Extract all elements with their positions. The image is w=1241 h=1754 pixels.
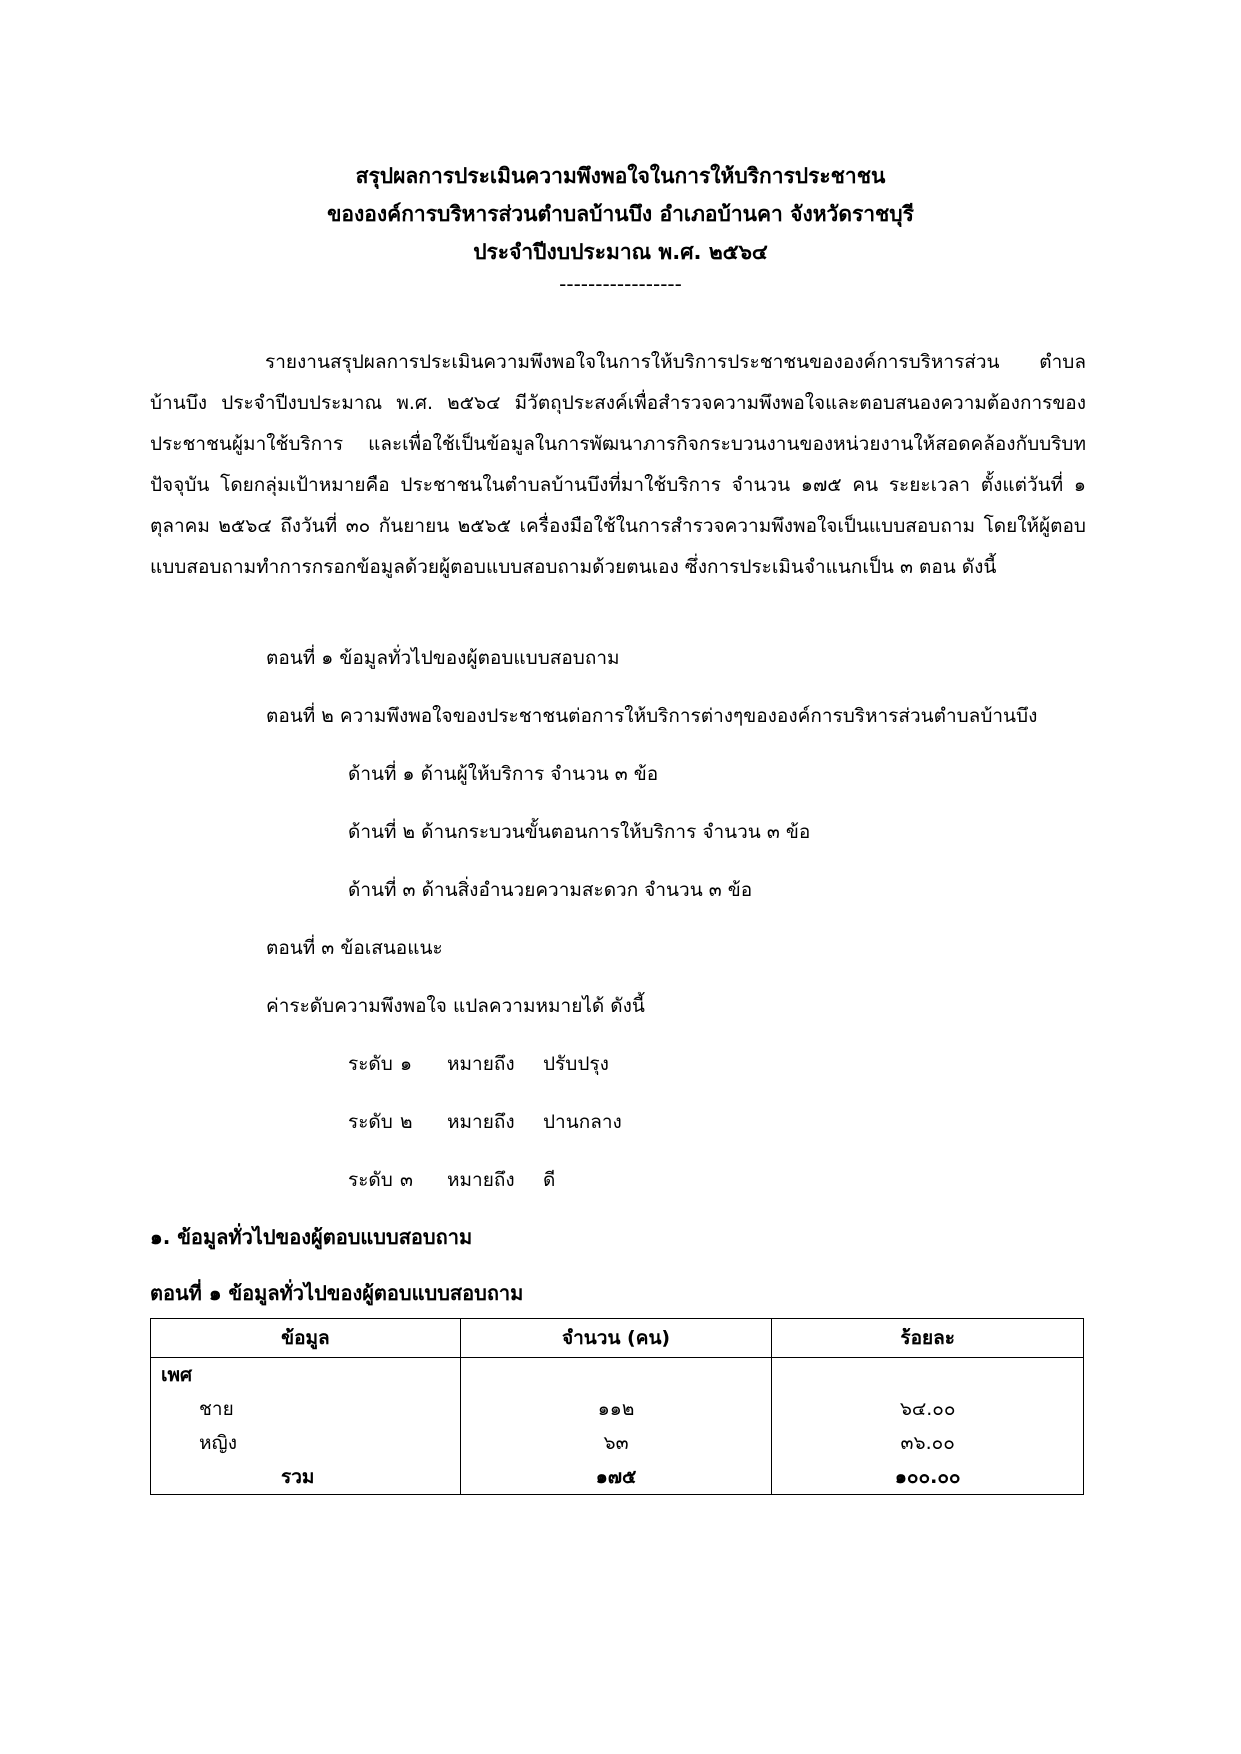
report-title-line-3: ประจำปีงบประมาณ พ.ศ. ๒๕๖๔ bbox=[473, 240, 768, 264]
intro-first-line: รายงานสรุปผลการประเมินความพึงพอใจในการให้บริการประชาชนขององค์การบริหารส่วน bbox=[265, 351, 1000, 373]
count-male: ๑๑๒ bbox=[597, 1398, 635, 1420]
part-2-item: ตอนที่ ๒ ความพึงพอใจของประชาชนต่อการให้บริการต่างๆขององค์การบริหารส่วนตำบลบ้านบึง bbox=[266, 705, 1038, 727]
percent-male: ๖๔.๐๐ bbox=[899, 1398, 956, 1420]
level-row bbox=[348, 1049, 609, 1079]
aspect-1-item: ด้านที่ ๑ ด้านผู้ให้บริการ จำนวน ๓ ข้อ bbox=[348, 763, 659, 785]
level-meaning: ดี bbox=[543, 1169, 556, 1191]
level-number: ๓ bbox=[400, 1169, 413, 1191]
report-title-line-2: ขององค์การบริหารส่วนตำบลบ้านบึง อำเภอบ้านคา จังหวัดราชบุรี bbox=[327, 202, 914, 226]
level-row bbox=[348, 1107, 622, 1137]
level-meaning: ปานกลาง bbox=[543, 1111, 622, 1133]
level-label: ระดับ bbox=[348, 1169, 393, 1191]
section-1-heading: ๑. ข้อมูลทั่วไปของผู้ตอบแบบสอบถาม bbox=[150, 1225, 473, 1249]
levels-intro: ค่าระดับความพึงพอใจ แปลความหมายได้ ดังนี้ bbox=[266, 995, 645, 1017]
row-label-total: รวม bbox=[281, 1466, 315, 1488]
percent-column-cell bbox=[772, 1358, 1084, 1495]
aspect-3-item: ด้านที่ ๓ ด้านสิ่งอำนวยความสะดวก จำนวน ๓ ข้อ bbox=[348, 879, 753, 901]
level-means: หมายถึง bbox=[447, 1111, 515, 1133]
table-header-row bbox=[151, 1319, 1084, 1358]
intro-paragraph bbox=[150, 342, 1086, 588]
count-total: ๑๗๕ bbox=[595, 1466, 637, 1488]
part-3-item: ตอนที่ ๓ ข้อเสนอแนะ bbox=[266, 937, 443, 959]
intro-body: ตำบลบ้านบึง ประจำปีงบประมาณ พ.ศ. ๒๕๖๔ มีวัตถุประสงค์เพื่อสำรวจความพึงพอใจและตอบสนองความต้องการของประชาชนผู้มาใช้บริการ และเพื่อใช้เป็นข้อมูลในการพัฒนาภารกิจกระบวนงานของหน่วยงานให้สอดคล้องกับบริบทปัจจุบัน โดยกลุ่มเป้าหมายคือ ประชาชนในตำบลบ้านบึงที่มาใช้บริการ จำนวน ๑๗๕ คน ระยะเวลา ตั้งแต่วันที่ ๑ ตุลาคม ๒๕๖๔ ถึงวันที่ ๓๐ กันยายน ๒๕๖๕ เครื่องมือใช้ในการสำรวจความพึงพอใจเป็นแบบสอบถาม โดยให้ผู้ตอบแบบสอบถามทำการกรอกข้อมูลด้วยผู้ตอบแบบสอบถามด้วยตนเอง ซึ่งการประเมินจำแนกเป็น ๓ ตอน ดังนี้ bbox=[150, 351, 1086, 578]
level-means: หมายถึง bbox=[447, 1169, 515, 1191]
column-header-percent: ร้อยละ bbox=[772, 1319, 1084, 1358]
count-column-cell bbox=[460, 1358, 772, 1495]
percent-female: ๓๖.๐๐ bbox=[900, 1432, 955, 1454]
title-divider: ----------------- bbox=[559, 272, 682, 296]
row-label-female: หญิง bbox=[199, 1432, 237, 1454]
level-row bbox=[348, 1165, 555, 1195]
row-label-male: ชาย bbox=[199, 1398, 234, 1420]
column-header-count: จำนวน (คน) bbox=[460, 1319, 772, 1358]
part-1-item: ตอนที่ ๑ ข้อมูลทั่วไปของผู้ตอบแบบสอบถาม bbox=[266, 647, 620, 669]
level-label: ระดับ bbox=[348, 1053, 393, 1075]
level-means: หมายถึง bbox=[447, 1053, 515, 1075]
report-title-line-1: สรุปผลการประเมินความพึงพอใจในการให้บริการประชาชน bbox=[355, 164, 886, 188]
count-female: ๖๓ bbox=[603, 1432, 629, 1454]
category-label: เพศ bbox=[161, 1364, 193, 1386]
level-number: ๑ bbox=[400, 1053, 413, 1075]
aspect-2-item: ด้านที่ ๒ ด้านกระบวนขั้นตอนการให้บริการ จำนวน ๓ ข้อ bbox=[348, 821, 811, 843]
level-label: ระดับ bbox=[348, 1111, 393, 1133]
level-meaning: ปรับปรุง bbox=[543, 1053, 609, 1075]
section-1-subheading: ตอนที่ ๑ ข้อมูลทั่วไปของผู้ตอบแบบสอบถาม bbox=[150, 1281, 524, 1305]
respondent-info-table bbox=[150, 1318, 1084, 1495]
column-header-data: ข้อมูล bbox=[151, 1319, 461, 1358]
level-number: ๒ bbox=[400, 1111, 413, 1133]
table-row bbox=[151, 1358, 1084, 1495]
data-column-cell bbox=[151, 1358, 461, 1495]
percent-total: ๑๐๐.๐๐ bbox=[894, 1466, 961, 1488]
